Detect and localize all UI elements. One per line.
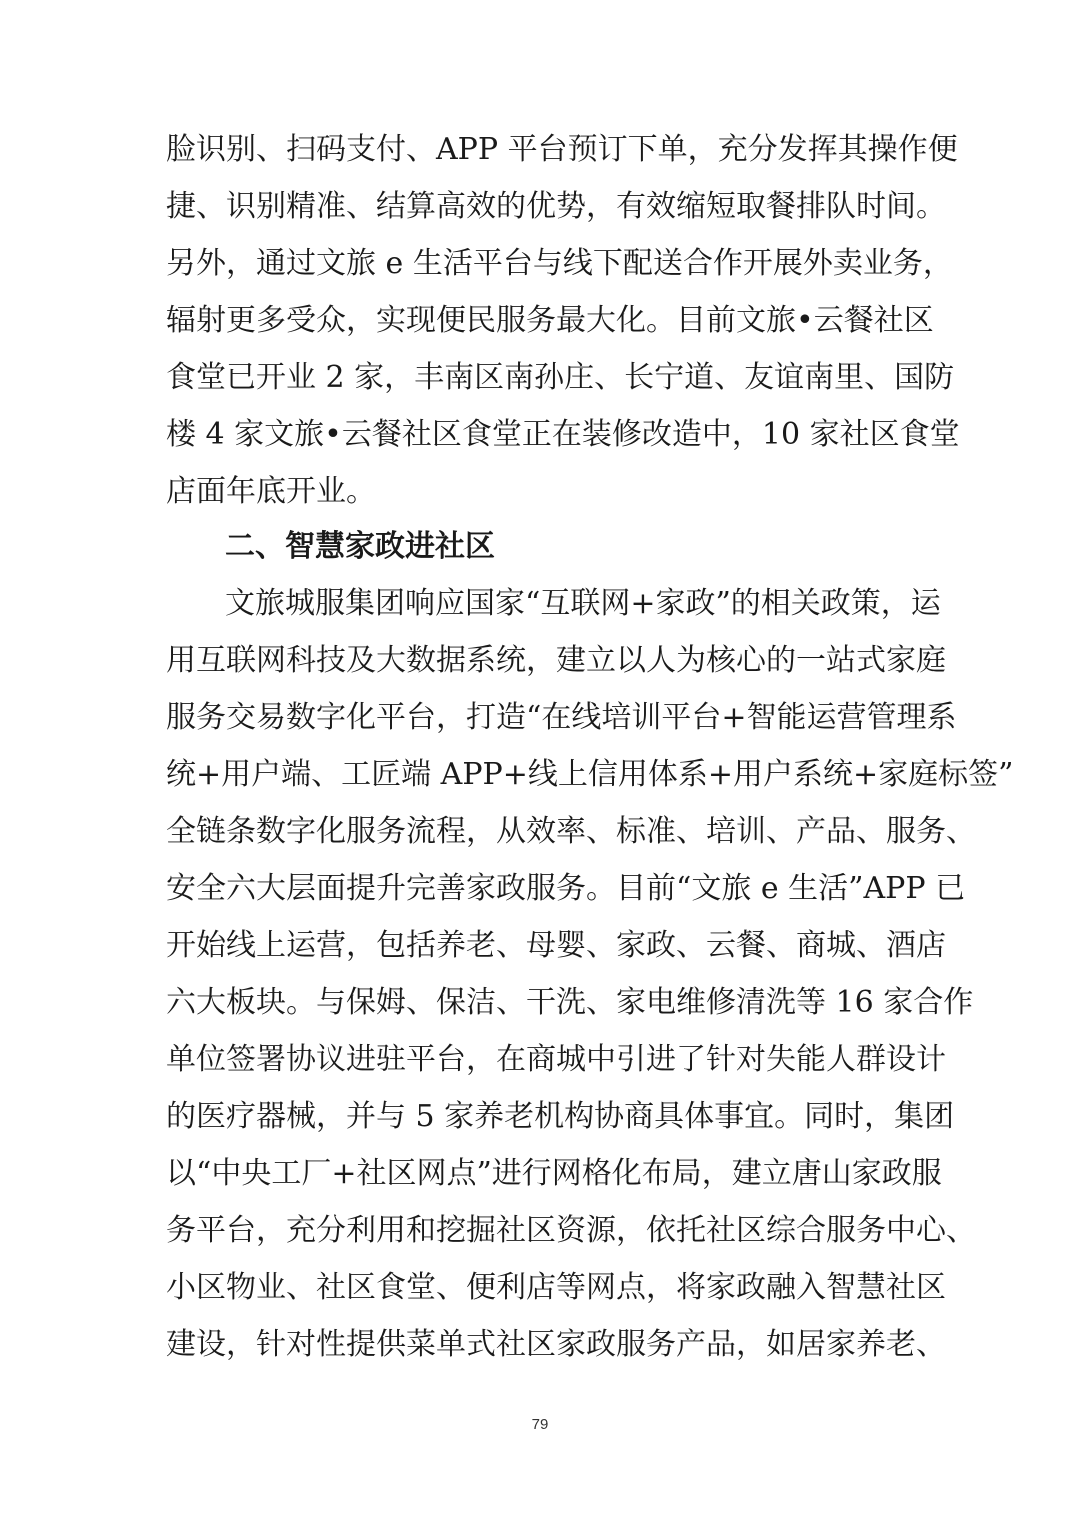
paragraph-line: 辐射更多受众，实现便民服务最大化。目前文旅•云餐社区 xyxy=(166,303,934,338)
paragraph-line: 六大板块。与保姆、保洁、干洗、家电维修清洗等 16 家合作 xyxy=(166,985,974,1020)
paragraph-line: 务平台，充分利用和挖掘社区资源，依托社区综合服务中心、 xyxy=(166,1213,976,1248)
paragraph-line: 单位签署协议进驻平台，在商城中引进了针对失能人群设计 xyxy=(166,1042,946,1077)
paragraph-line: 捷、识别精准、结算高效的优势，有效缩短取餐排队时间。 xyxy=(166,189,946,224)
paragraph-line: 小区物业、社区食堂、便利店等网点，将家政融入智慧社区 xyxy=(166,1270,946,1305)
section-heading: 二、智慧家政进社区 xyxy=(225,529,495,564)
paragraph-line: 另外，通过文旅 e 生活平台与线下配送合作开展外卖业务， xyxy=(166,246,953,281)
paragraph-line: 的医疗器械，并与 5 家养老机构协商具体事宜。同时，集团 xyxy=(166,1099,955,1134)
paragraph-line: 以“中央工厂+社区网点”进行网格化布局，建立唐山家政服 xyxy=(166,1156,942,1191)
paragraph-line: 建设，针对性提供菜单式社区家政服务产品，如居家养老、 xyxy=(166,1327,946,1362)
paragraph-line: 脸识别、扫码支付、APP 平台预订下单，充分发挥其操作便 xyxy=(166,132,958,167)
paragraph-line: 开始线上运营，包括养老、母婴、家政、云餐、商城、酒店 xyxy=(166,928,946,963)
page-number: 79 xyxy=(531,1416,549,1433)
paragraph-line: 楼 4 家文旅•云餐社区食堂正在装修改造中，10 家社区食堂 xyxy=(166,417,960,452)
paragraph-line: 服务交易数字化平台，打造“在线培训平台+智能运营管理系 xyxy=(166,700,957,735)
paragraph-line: 安全六大层面提升完善家政服务。目前“文旅 e 生活”APP 已 xyxy=(166,871,966,906)
paragraph-line: 用互联网科技及大数据系统，建立以人为核心的一站式家庭 xyxy=(166,643,946,678)
paragraph-line: 食堂已开业 2 家，丰南区南孙庄、长宁道、友谊南里、国防 xyxy=(166,360,955,395)
paragraph-line: 文旅城服集团响应国家“互联网+家政”的相关政策，运 xyxy=(225,586,941,621)
paragraph-line: 全链条数字化服务流程，从效率、标准、培训、产品、服务、 xyxy=(166,814,976,849)
paragraph-line: 店面年底开业。 xyxy=(166,474,376,509)
paragraph-line: 统+用户端、工匠端 APP+线上信用体系+用户系统+家庭标签” xyxy=(166,757,1014,792)
